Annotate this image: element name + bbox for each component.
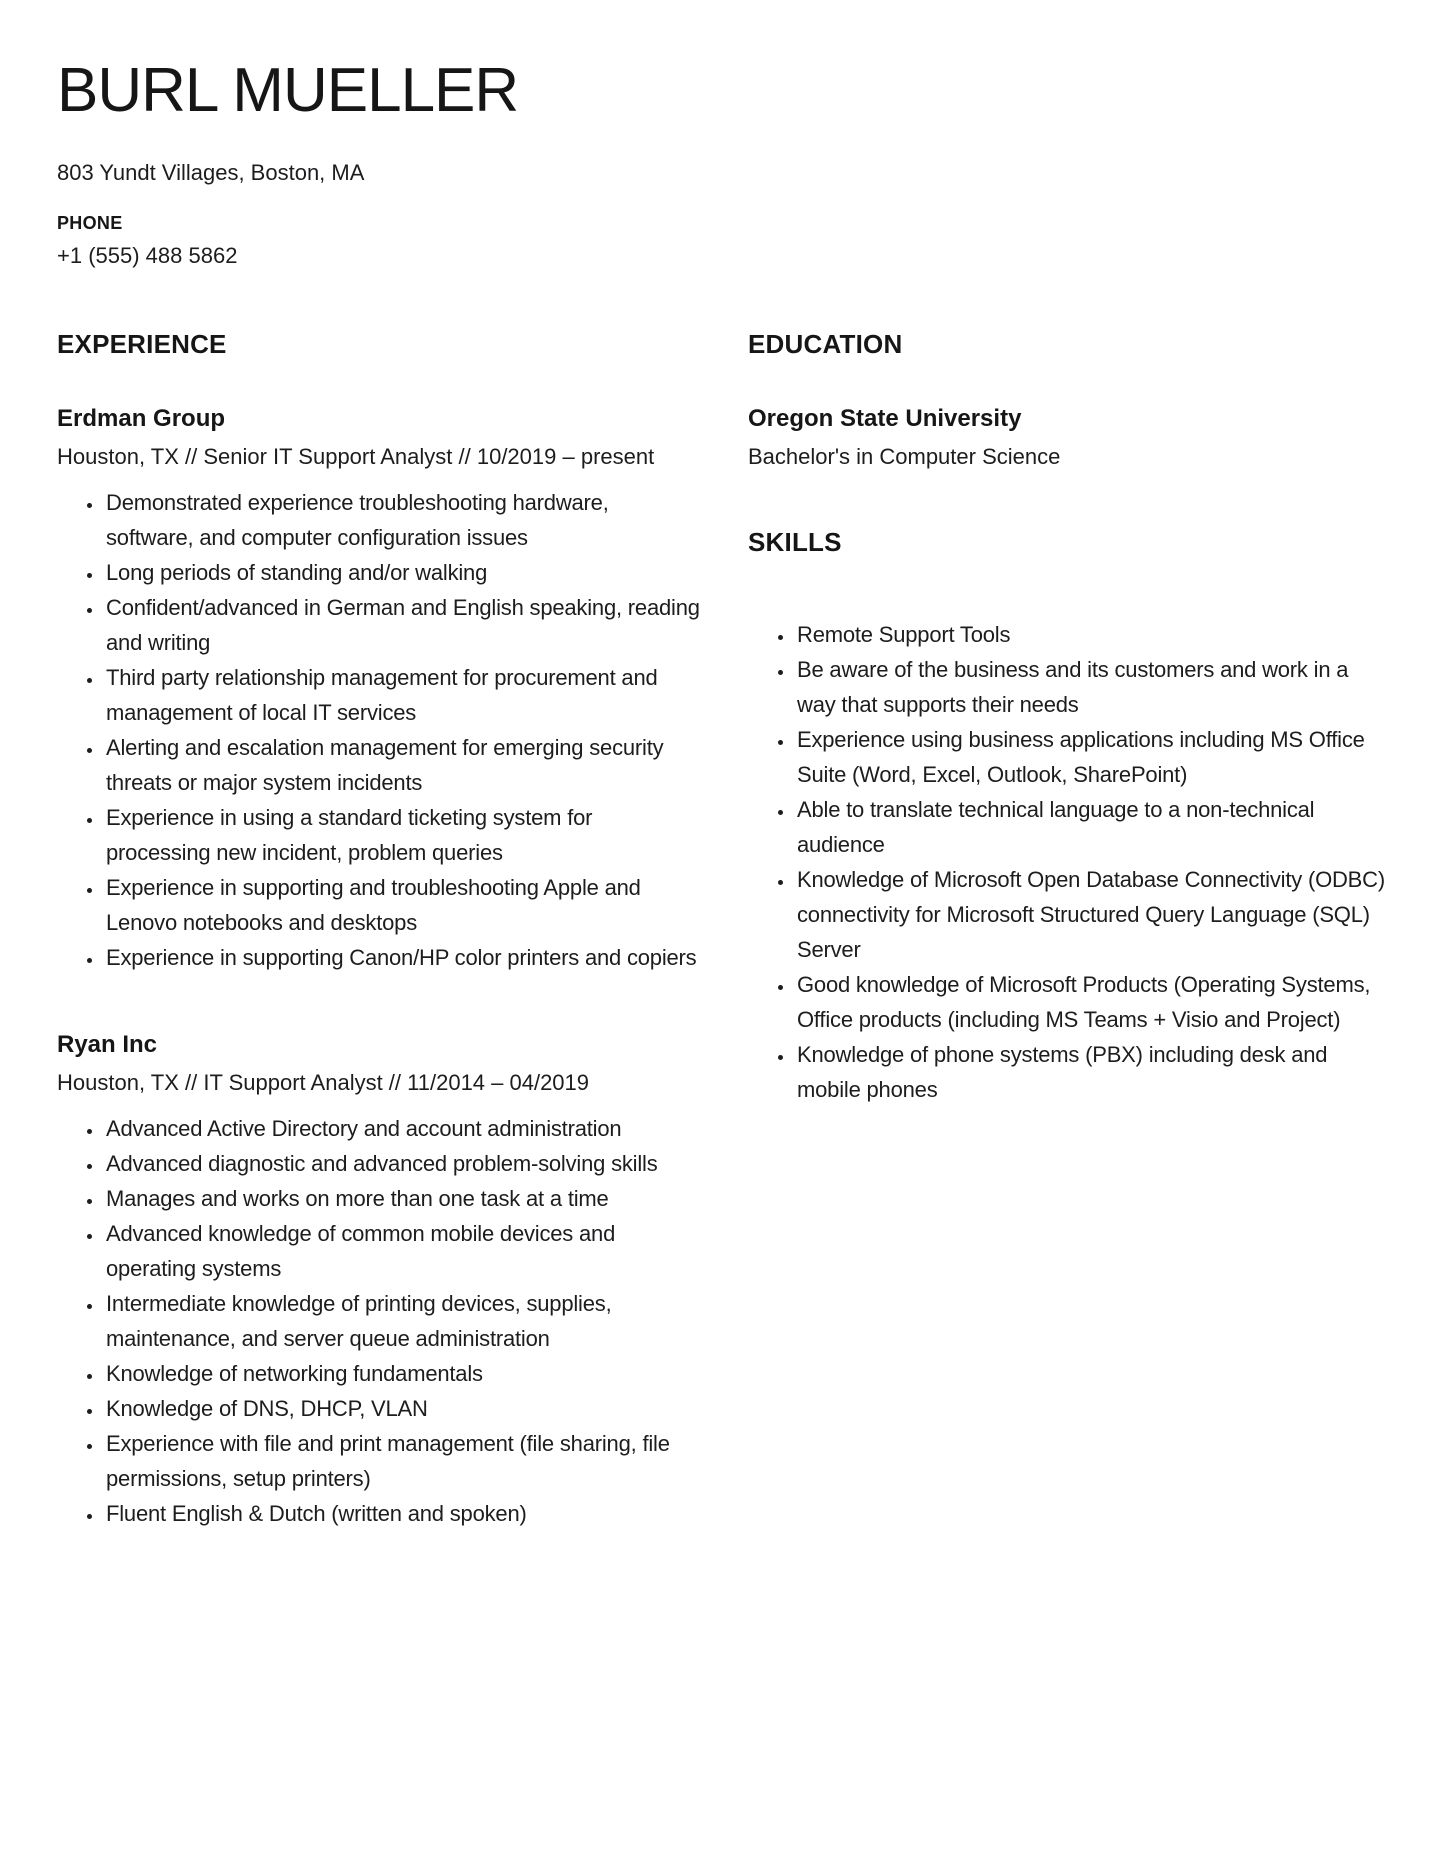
candidate-name: BURL MUELLER	[57, 56, 519, 125]
bullet-item: • Experience in supporting Canon/HP color printers and copiers	[104, 940, 700, 975]
bullet-item: • Knowledge of networking fundamentals	[104, 1356, 700, 1391]
education-title: EDUCATION	[748, 329, 903, 360]
skill-item: • Knowledge of Microsoft Open Database Connectivity (ODBC) connectivity for Microsoft Structured Query Language (SQL) Server	[795, 862, 1388, 967]
job-meta: Houston, TX // IT Support Analyst // 11/2014 – 04/2019	[57, 1070, 590, 1096]
company-name: Ryan Inc	[57, 1031, 158, 1059]
education-section	[748, 329, 1388, 471]
skills-title: SKILLS	[748, 527, 842, 558]
phone-value: +1 (555) 488 5862	[57, 242, 238, 268]
bullet-item: • Experience in using a standard ticketing system for processing new incident, problem queries	[104, 800, 700, 870]
bullet-item: • Advanced knowledge of common mobile devices and operating systems	[104, 1216, 700, 1286]
skill-item: • Good knowledge of Microsoft Products (Operating Systems, Office products (including MS Teams + Visio and Project)	[795, 967, 1388, 1037]
bullet-item: • Long periods of standing and/or walking	[104, 555, 700, 590]
company-name: Erdman Group	[57, 405, 226, 433]
experience-section	[57, 329, 700, 1531]
skill-item: • Experience using business applications including MS Office Suite (Word, Excel, Outlook, SharePoint)	[795, 722, 1388, 792]
skill-item: • Be aware of the business and its customers and work in a way that supports their needs	[795, 652, 1388, 722]
skill-item: • Knowledge of phone systems (PBX) including desk and mobile phones	[795, 1037, 1388, 1107]
skills-section	[748, 527, 1388, 1107]
bullet-item: • Knowledge of DNS, DHCP, VLAN	[104, 1391, 700, 1426]
skill-item: • Able to translate technical language to a non-technical audience	[795, 792, 1388, 862]
two-column-layout	[57, 329, 1388, 1531]
bullet-item: • Manages and works on more than one task at a time	[104, 1181, 700, 1216]
job-erdman-group	[57, 405, 700, 975]
bullet-item: • Experience with file and print management (file sharing, file permissions, setup printers)	[104, 1426, 700, 1496]
bullet-item: • Experience in supporting and troubleshooting Apple and Lenovo notebooks and desktops	[104, 870, 700, 940]
address-text: 803 Yundt Villages, Boston, MA	[57, 160, 365, 186]
bullet-item: • Confident/advanced in German and English speaking, reading and writing	[104, 590, 700, 660]
bullet-item: • Third party relationship management for procurement and management of local IT services	[104, 660, 700, 730]
job-ryan-inc	[57, 1031, 700, 1531]
skill-item: • Remote Support Tools	[795, 617, 1388, 652]
bullet-item: • Alerting and escalation management for emerging security threats or major system incidents	[104, 730, 700, 800]
bullet-item: • Intermediate knowledge of printing devices, supplies, maintenance, and server queue administration	[104, 1286, 700, 1356]
bullet-item: • Fluent English & Dutch (written and spoken)	[104, 1496, 700, 1531]
experience-title: EXPERIENCE	[57, 329, 227, 360]
right-column	[748, 329, 1388, 1107]
bullet-item: • Advanced Active Directory and account administration	[104, 1111, 700, 1146]
job-bullet-list	[57, 1111, 700, 1531]
job-bullet-list	[57, 485, 700, 975]
school-name: Oregon State University	[748, 405, 1022, 433]
skills-list	[748, 617, 1388, 1107]
bullet-item: • Demonstrated experience troubleshooting hardware, software, and computer configuration issues	[104, 485, 700, 555]
job-meta: Houston, TX // Senior IT Support Analyst // 10/2019 – present	[57, 444, 655, 470]
resume-header	[57, 58, 1388, 269]
bullet-item: • Advanced diagnostic and advanced problem-solving skills	[104, 1146, 700, 1181]
degree-text: Bachelor's in Computer Science	[748, 444, 1061, 470]
phone-label: PHONE	[57, 212, 123, 233]
